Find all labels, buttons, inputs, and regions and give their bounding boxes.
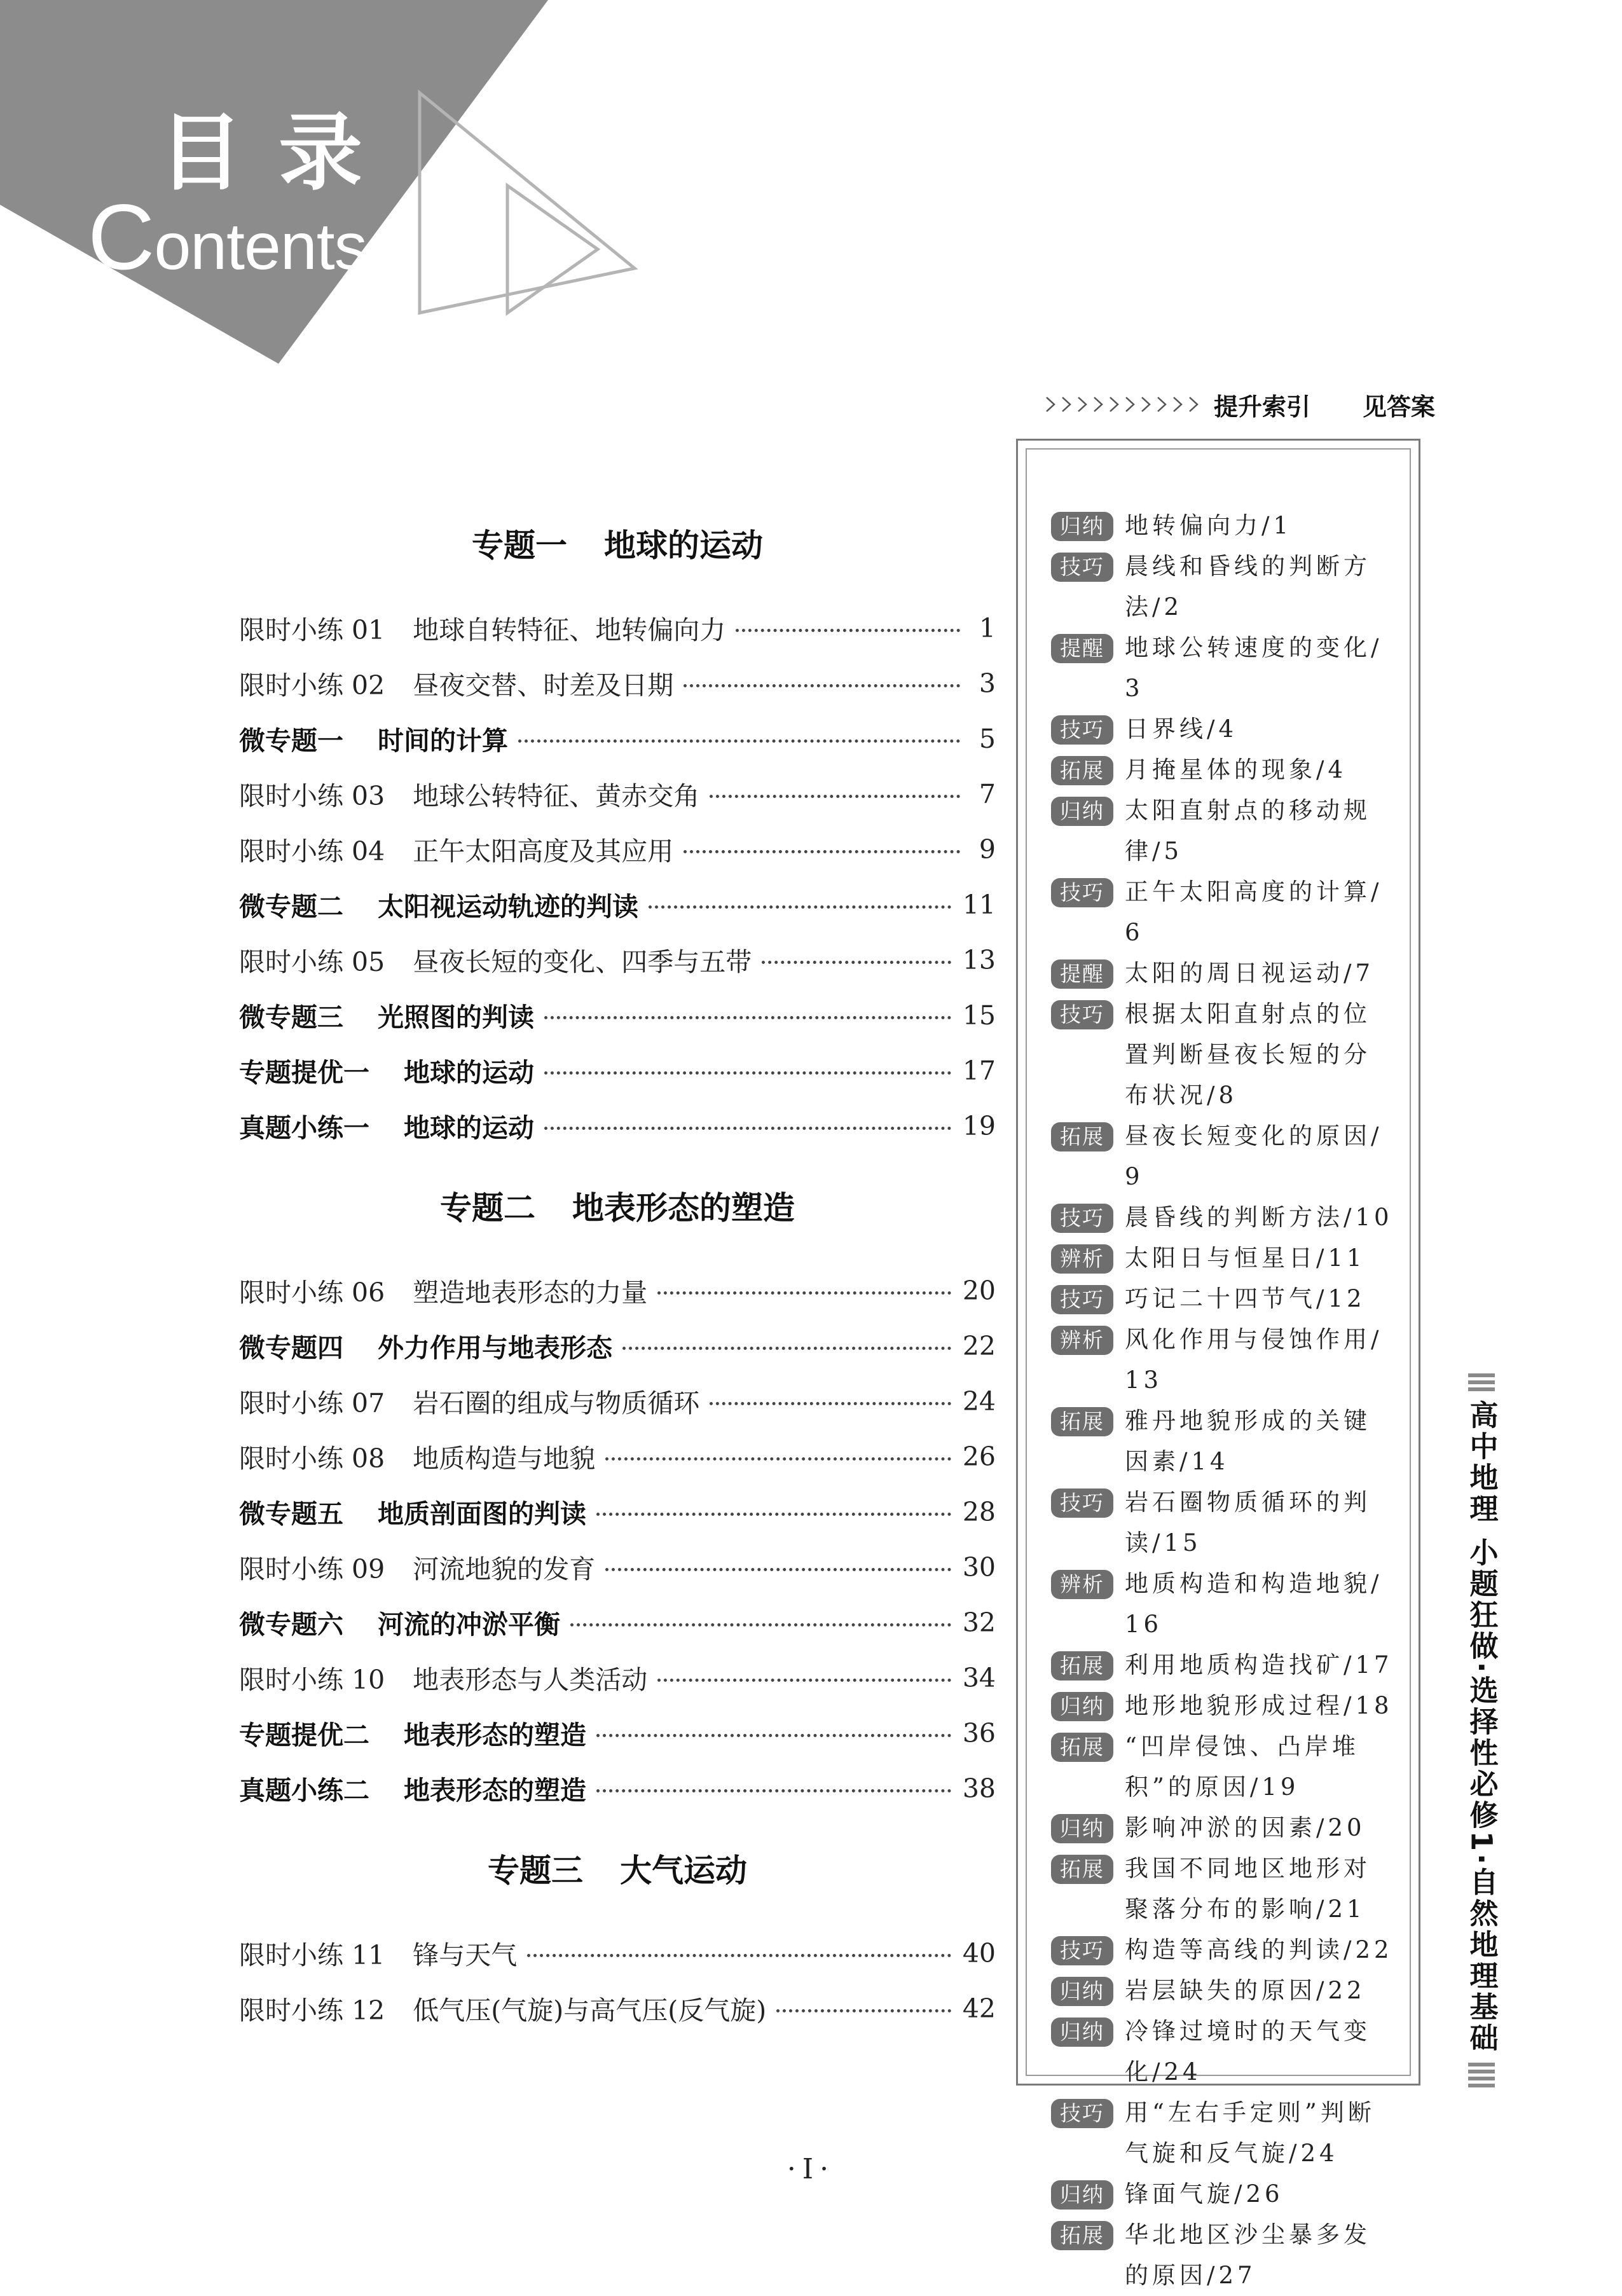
toc-entry[interactable] — [239, 877, 996, 932]
toc-entry-page: 30 — [962, 1551, 996, 1583]
index-item — [1051, 1970, 1396, 2011]
toc-entry-title: 光照图的判读 — [378, 1002, 534, 1033]
toc-entry-title: 地质构造与地貌 — [413, 1443, 596, 1474]
index-item — [1051, 1197, 1396, 1238]
index-item-text: 华北地区沙尘暴多发的原因/27 — [1125, 2221, 1371, 2289]
toc-entry[interactable] — [239, 656, 996, 711]
index-item-tag: 归纳 — [1051, 1692, 1113, 1721]
section-name: 地球的运动 — [604, 527, 763, 564]
index-item-text: 太阳的周日视运动/7 — [1125, 959, 1375, 987]
index-item-text: 晨昏线的判断方法/10 — [1125, 1204, 1393, 1231]
toc-entry-page: 22 — [962, 1330, 996, 1361]
toc-entry[interactable] — [239, 1263, 996, 1318]
toc-entry-page: 40 — [962, 1937, 996, 1969]
section-name: 地表形态的塑造 — [572, 1190, 795, 1227]
index-item-text: 地形地貌形成过程/18 — [1125, 1692, 1393, 1719]
index-item-text: 影响冲淤的因素/20 — [1125, 1814, 1366, 1841]
index-item — [1051, 546, 1396, 628]
index-item — [1051, 2215, 1396, 2296]
toc-entry-prefix: 限时小练 08 — [239, 1443, 385, 1474]
chevron-right-icon — [1043, 395, 1058, 413]
index-item-text: 利用地质构造找矿/17 — [1125, 1651, 1393, 1679]
dot-leader — [710, 1402, 951, 1405]
section-gap — [239, 1816, 996, 1839]
toc-entry-title: 河流的冲淤平衡 — [378, 1609, 560, 1640]
dot-leader — [518, 739, 960, 743]
index-item-tag: 归纳 — [1051, 2180, 1113, 2210]
dot-leader — [776, 2009, 951, 2012]
toc-entry-title: 昼夜长短的变化、四季与五带 — [413, 947, 752, 977]
page-number: ·I· — [787, 2153, 835, 2185]
section-title — [239, 1839, 996, 1902]
dot-leader — [544, 1016, 951, 1019]
toc-entry-title: 河流地貌的发育 — [413, 1554, 596, 1585]
dot-leader — [684, 684, 960, 687]
index-item-tag: 辨析 — [1051, 1326, 1113, 1355]
toc-entry[interactable] — [239, 987, 996, 1043]
dot-leader — [596, 1789, 951, 1792]
toc-entry-prefix: 专题提优一 — [239, 1057, 369, 1088]
index-item-text: 岩石圈物质循环的判读/15 — [1125, 1488, 1371, 1557]
index-item-text: 昼夜长短变化的原因/9 — [1125, 1122, 1383, 1190]
toc-entry-prefix: 微专题二 — [239, 891, 343, 922]
section-number: 专题二 — [440, 1190, 535, 1227]
book-title-series: 小题狂做 — [1464, 1537, 1499, 1662]
toc-entry-prefix: 微专题六 — [239, 1609, 343, 1640]
index-item-tag: 技巧 — [1051, 715, 1113, 745]
section-title — [239, 1176, 996, 1240]
book-title-topic: 自然地理基础 — [1464, 1867, 1499, 2054]
book-title-volume: 选择性必修1 — [1464, 1675, 1499, 1854]
index-box-inner — [1026, 448, 1411, 2289]
table-of-contents — [239, 514, 996, 2036]
toc-entry-page: 38 — [962, 1773, 996, 1804]
contents-subtitle — [88, 185, 367, 289]
index-item-tag: 归纳 — [1051, 1814, 1113, 1843]
index-item-tag: 技巧 — [1051, 2099, 1113, 2128]
index-item-tag: 归纳 — [1051, 512, 1113, 541]
index-item — [1051, 1726, 1396, 1808]
index-item-text: 构造等高线的判读/22 — [1125, 1936, 1393, 1963]
index-item-tag: 归纳 — [1051, 2018, 1113, 2047]
toc-entry-title: 地质剖面图的判读 — [378, 1499, 586, 1529]
index-item — [1051, 2011, 1396, 2093]
index-item — [1051, 1930, 1396, 1970]
toc-entry-title: 低气压(气旋)与高气压(反气旋) — [413, 1995, 767, 2026]
index-item-text: 雅丹地貌形成的关键因素/14 — [1125, 1407, 1371, 1475]
stripes-bottom — [1468, 2063, 1495, 2087]
toc-entry-title: 地表形态与人类活动 — [413, 1665, 648, 1695]
index-item-tag: 拓展 — [1051, 1651, 1113, 1681]
toc-entry[interactable] — [239, 1761, 996, 1816]
toc-entry-prefix: 真题小练一 — [239, 1113, 369, 1143]
index-item-tag: 技巧 — [1051, 1000, 1113, 1029]
index-item-text: 冷锋过境时的天气变化/24 — [1125, 2018, 1371, 2086]
contents-subtitle-rest: ontents — [154, 210, 367, 284]
index-item — [1051, 1808, 1396, 1848]
index-item-text: 风化作用与侵蚀作用/13 — [1125, 1326, 1383, 1394]
dot-leader — [657, 1291, 951, 1295]
index-item — [1051, 709, 1396, 750]
chevron-right-icon — [1154, 395, 1169, 413]
chevron-decoration — [1043, 395, 1201, 413]
toc-entry-page: 36 — [962, 1717, 996, 1749]
index-item-text: “凹岸侵蚀、凸岸堆积”的原因/19 — [1125, 1733, 1359, 1801]
contents-subtitle-initial: C — [88, 185, 155, 289]
answer-hint — [1043, 387, 1435, 422]
toc-entry-prefix: 限时小练 06 — [239, 1277, 385, 1308]
toc-entry-title: 地表形态的塑造 — [404, 1775, 586, 1806]
index-item-tag: 拓展 — [1051, 2221, 1113, 2250]
toc-entry-page: 3 — [979, 668, 996, 699]
index-item-text: 太阳直射点的移动规律/5 — [1125, 797, 1371, 865]
toc-entry-prefix: 限时小练 11 — [239, 1940, 385, 1970]
index-item — [1051, 505, 1396, 546]
toc-entry-prefix: 限时小练 05 — [239, 947, 385, 977]
toc-entry-prefix: 限时小练 03 — [239, 781, 385, 811]
index-item — [1051, 790, 1396, 872]
index-item — [1051, 750, 1396, 790]
chevron-right-icon — [1059, 395, 1074, 413]
toc-entry[interactable] — [239, 1650, 996, 1705]
index-item-tag: 拓展 — [1051, 756, 1113, 785]
index-item-tag: 技巧 — [1051, 553, 1113, 582]
toc-entry-page: 7 — [979, 778, 996, 809]
chevron-right-icon — [1186, 395, 1201, 413]
index-item — [1051, 953, 1396, 994]
toc-entry-prefix: 微专题一 — [239, 725, 343, 756]
chevron-right-icon — [1090, 395, 1106, 413]
dot-leader — [622, 1347, 951, 1350]
dot-leader — [762, 961, 951, 964]
chevron-right-icon — [1170, 395, 1185, 413]
index-item-tag: 辨析 — [1051, 1570, 1113, 1599]
toc-entry-page: 13 — [962, 944, 996, 975]
toc-entry[interactable] — [239, 1484, 996, 1539]
dot-leader — [710, 795, 960, 798]
answer-hint-label-index: 提升索引 — [1214, 392, 1311, 421]
toc-entry-prefix: 限时小练 07 — [239, 1388, 385, 1419]
index-item-tag: 拓展 — [1051, 1855, 1113, 1884]
index-item-tag: 归纳 — [1051, 1977, 1113, 2006]
dot-leader — [605, 1457, 951, 1461]
index-item-text: 太阳日与恒星日/11 — [1125, 1244, 1366, 1272]
toc-entry[interactable] — [239, 1925, 996, 1981]
index-item-tag: 拓展 — [1051, 1733, 1113, 1762]
index-item-text: 地转偏向力/1 — [1125, 512, 1293, 539]
toc-entry[interactable] — [239, 1981, 996, 2036]
toc-entry-prefix: 专题提优二 — [239, 1720, 369, 1750]
book-title-vertical — [1462, 1373, 1501, 2087]
index-item-tag: 提醒 — [1051, 634, 1113, 663]
book-title-text: 高中地理 小题狂做·选择性必修1·自然地理基础 — [1464, 1400, 1499, 2054]
toc-entry-title: 地球的运动 — [404, 1057, 534, 1088]
toc-entry[interactable] — [239, 932, 996, 987]
dot-leader — [544, 1127, 951, 1130]
toc-entry-page: 26 — [962, 1441, 996, 1472]
dot-leader — [736, 629, 960, 632]
toc-entry[interactable] — [239, 1373, 996, 1429]
toc-entry-title: 地球公转特征、黄赤交角 — [413, 781, 700, 811]
chevron-right-icon — [1106, 395, 1122, 413]
index-item-text: 月掩星体的现象/4 — [1125, 756, 1347, 783]
toc-entry-title: 太阳视运动轨迹的判读 — [378, 891, 638, 922]
index-item — [1051, 1116, 1396, 1197]
section-number: 专题一 — [472, 527, 567, 564]
dot-leader — [657, 1679, 951, 1682]
dot-leader — [544, 1071, 951, 1075]
toc-entry-prefix: 限时小练 10 — [239, 1665, 385, 1695]
index-item — [1051, 1319, 1396, 1401]
toc-entry-prefix: 限时小练 12 — [239, 1995, 385, 2026]
section-title-gap — [239, 1240, 996, 1263]
toc-entry-title: 岩石圈的组成与物质循环 — [413, 1388, 700, 1419]
index-item — [1051, 1279, 1396, 1319]
index-item-tag: 技巧 — [1051, 1285, 1113, 1314]
section-name: 大气运动 — [620, 1852, 747, 1889]
toc-entry[interactable] — [239, 1098, 996, 1153]
section-title-gap — [239, 577, 996, 600]
index-item — [1051, 1401, 1396, 1482]
index-item — [1051, 1848, 1396, 1930]
index-item-text: 地质构造和构造地貌/16 — [1125, 1570, 1383, 1638]
toc-entry-title: 正午太阳高度及其应用 — [413, 836, 674, 867]
toc-entry-page: 28 — [962, 1496, 996, 1527]
toc-entry-page: 15 — [962, 1000, 996, 1031]
toc-entry-prefix: 限时小练 04 — [239, 836, 385, 867]
toc-entry[interactable] — [239, 600, 996, 656]
toc-entry[interactable] — [239, 1539, 996, 1595]
toc-entry-title: 时间的计算 — [378, 725, 508, 756]
index-item — [1051, 872, 1396, 953]
index-item — [1051, 1238, 1396, 1279]
toc-entry-page: 19 — [962, 1110, 996, 1141]
toc-entry-prefix: 真题小练二 — [239, 1775, 369, 1806]
dot-leader — [649, 905, 951, 909]
toc-entry-page: 5 — [979, 723, 996, 754]
toc-entry-prefix: 限时小练 09 — [239, 1554, 385, 1585]
index-item-tag: 拓展 — [1051, 1122, 1113, 1151]
toc-entry-prefix: 微专题五 — [239, 1499, 343, 1529]
toc-entry[interactable] — [239, 1705, 996, 1761]
toc-entry-page: 9 — [979, 834, 996, 865]
book-title-subject: 高中地理 — [1464, 1400, 1499, 1525]
answer-hint-label-answers: 见答案 — [1363, 392, 1436, 421]
index-item-text: 锋面气旋/26 — [1125, 2180, 1284, 2208]
index-item-tag: 提醒 — [1051, 959, 1113, 989]
toc-entry-page: 24 — [962, 1385, 996, 1417]
toc-entry-title: 地球的运动 — [404, 1113, 534, 1143]
toc-entry-page: 42 — [962, 1993, 996, 2024]
index-item — [1051, 1686, 1396, 1726]
section-title — [239, 514, 996, 577]
toc-entry-page: 17 — [962, 1055, 996, 1086]
dot-leader — [684, 850, 960, 853]
index-item-text: 日界线/4 — [1125, 715, 1238, 743]
index-item-text: 正午太阳高度的计算/6 — [1125, 878, 1383, 946]
toc-entry-title: 地球自转特征、地转偏向力 — [413, 615, 726, 645]
toc-entry[interactable] — [239, 766, 996, 821]
toc-entry[interactable] — [239, 1318, 996, 1373]
chevron-right-icon — [1122, 395, 1137, 413]
toc-entry-page: 1 — [979, 612, 996, 643]
dot-leader — [527, 1954, 951, 1957]
toc-entry-title: 昼夜交替、时差及日期 — [413, 670, 674, 701]
toc-entry[interactable] — [239, 1429, 996, 1484]
index-item-tag: 拓展 — [1051, 1407, 1113, 1436]
section-number: 专题三 — [488, 1852, 583, 1889]
chevron-right-icon — [1138, 395, 1153, 413]
toc-entry-prefix: 限时小练 02 — [239, 670, 385, 701]
toc-entry-title: 锋与天气 — [413, 1940, 518, 1970]
contents-title: 目录 — [159, 104, 398, 202]
toc-entry-page: 20 — [962, 1275, 996, 1306]
index-item-tag: 归纳 — [1051, 797, 1113, 826]
toc-entry-title: 外力作用与地表形态 — [378, 1333, 612, 1363]
index-item-tag: 技巧 — [1051, 1204, 1113, 1233]
index-box — [1016, 439, 1420, 2289]
toc-entry[interactable] — [239, 1595, 996, 1650]
toc-entry-page: 32 — [962, 1607, 996, 1638]
toc-entry-prefix: 微专题三 — [239, 1002, 343, 1033]
dot-leader — [605, 1568, 951, 1571]
index-item-text: 地球公转速度的变化/3 — [1125, 634, 1383, 702]
index-item — [1051, 994, 1396, 1116]
toc-entry[interactable] — [239, 1043, 996, 1098]
section-gap — [239, 1153, 996, 1176]
index-item — [1051, 1645, 1396, 1686]
index-item-tag: 技巧 — [1051, 1936, 1113, 1965]
index-item-tag: 技巧 — [1051, 878, 1113, 907]
index-item-text: 岩层缺失的原因/22 — [1125, 1977, 1366, 2004]
toc-entry-prefix: 微专题四 — [239, 1333, 343, 1363]
dot-leader — [596, 1734, 951, 1737]
toc-entry-prefix: 限时小练 01 — [239, 615, 385, 645]
index-item-text: 用“左右手定则”判断气旋和反气旋/24 — [1125, 2099, 1375, 2167]
toc-entry[interactable] — [239, 711, 996, 766]
dot-leader — [570, 1623, 951, 1626]
chevron-right-icon — [1075, 395, 1090, 413]
stripes-top — [1468, 1373, 1495, 1391]
toc-entry-title: 塑造地表形态的力量 — [413, 1277, 648, 1308]
index-item — [1051, 1482, 1396, 1564]
index-item-tag: 辨析 — [1051, 1244, 1113, 1274]
toc-entry-title: 地表形态的塑造 — [404, 1720, 586, 1750]
index-item — [1051, 628, 1396, 709]
dot-leader — [596, 1513, 951, 1516]
section-title-gap — [239, 1902, 996, 1925]
toc-entry-page: 34 — [962, 1662, 996, 1693]
play-arrow-outline-inner — [507, 186, 598, 313]
index-item-text: 根据太阳直射点的位置判断昼夜长短的分布状况/8 — [1125, 1000, 1371, 1109]
index-item-text: 晨线和昏线的判断方法/2 — [1125, 553, 1371, 621]
index-item-text: 我国不同地区地形对聚落分布的影响/21 — [1125, 1855, 1371, 1923]
toc-entry-page: 11 — [962, 889, 996, 920]
index-item — [1051, 1564, 1396, 1645]
index-item-tag: 技巧 — [1051, 1488, 1113, 1518]
toc-entry[interactable] — [239, 821, 996, 877]
index-item-text: 巧记二十四节气/12 — [1125, 1285, 1366, 1312]
